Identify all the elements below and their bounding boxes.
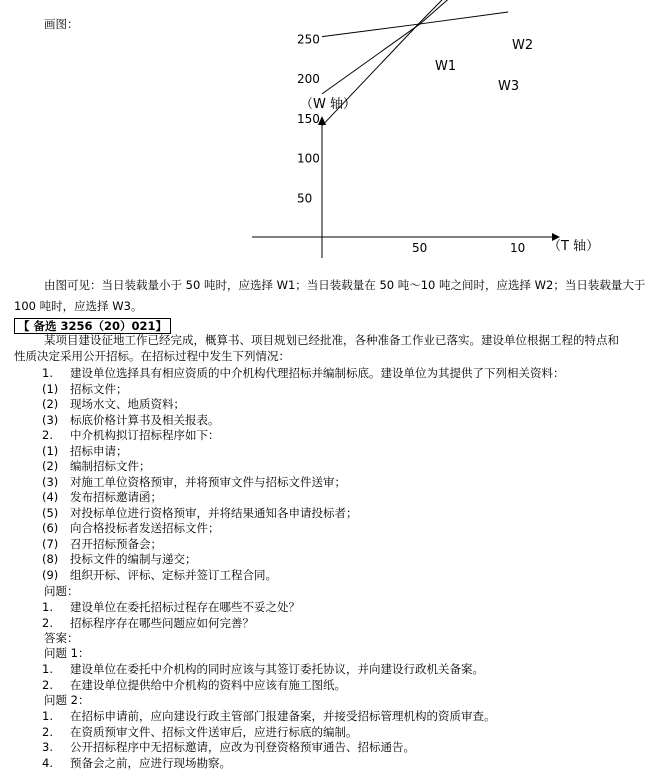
case-item-number: (9) [42, 567, 59, 582]
case-item-text: 组织开标、评标、定标并签订工程合同。 [70, 567, 277, 582]
x-axis-label: （T 轴） [548, 239, 600, 254]
section-tag: 【 备选 3256（20）021】 [14, 318, 171, 334]
series-label-w1: W1 [435, 59, 457, 74]
case-item-number: (2) [42, 397, 59, 411]
y-tick-label: 100 [297, 151, 320, 166]
case-item-text: 标底价格计算书及相关报表。 [70, 412, 220, 427]
x-tick-label: 10 [510, 241, 526, 255]
case-item-number: (8) [42, 552, 59, 566]
answer2-item-text: 在资质预审文件、招标文件送审后，应进行标底的编制。 [70, 724, 358, 739]
case-item-text: 召开招标预备会； [70, 536, 162, 551]
answer2-item-number: 3. [42, 740, 53, 754]
case-item-number: (1) [42, 381, 59, 396]
case-item-number: (6) [42, 521, 59, 535]
answer1-item-number: 2. [42, 677, 53, 692]
case-item-text: 对投标单位进行资格预审，并将结果通知各申请投标者； [70, 505, 358, 520]
y-tick-label: 150 [297, 111, 320, 126]
case-item-text: 招标申请； [70, 443, 128, 458]
question-item-text: 招标程序存在哪些问题应如何完善？ [70, 615, 254, 630]
answer2-item-number: 4. [42, 755, 53, 770]
questions-label: 问题： [44, 584, 79, 598]
y-axis-label: （W 轴） [300, 97, 356, 112]
answer1-item-number: 1. [42, 662, 53, 676]
series-label-w3: W3 [498, 79, 520, 94]
series-label-w2: W2 [512, 38, 534, 53]
answer2-item-text: 预备会之前，应进行现场勘察。 [70, 755, 231, 770]
answer2-item-number: 2. [42, 724, 53, 739]
case-item-number: (2) [42, 459, 59, 473]
case-item-text: 对施工单位资格预审，并将预审文件与招标文件送审； [70, 474, 346, 489]
intro-line-2: 性质决定采用公开招标。在招标过程中发生下列情况： [14, 349, 290, 363]
case-item-text: 建设单位选择具有相应资质的中介机构代理招标并编制标底。建设单位为其提供了下列相关资料： [70, 366, 565, 380]
conclusion-line-1: 由图可见：当日装载量小于 50 吨时，应选择 W1；当日装载量在 50 吨～10 吨之间时，应选择 W2；当日装载量大于 [44, 278, 646, 292]
case-item-text: 向合格投标者发送招标文件； [70, 521, 220, 535]
series-line-w3 [322, 12, 508, 37]
case-item-text: 投标文件的编制与递交； [70, 552, 197, 566]
question-item-number: 2. [42, 615, 53, 630]
case-item-number: (1) [42, 443, 59, 458]
answer-label: 答案： [44, 631, 79, 645]
case-item-number: (3) [42, 474, 59, 489]
answer2-item-text: 公开招标程序中无招标邀请，应改为刊登资格预审通告、招标通告。 [70, 740, 415, 754]
case-item-text: 招标文件； [70, 381, 128, 396]
y-tick-label: 250 [297, 32, 320, 47]
case-item-number: 2. [42, 428, 53, 442]
answer1-item-text: 建设单位在委托中介机构的同时应该与其签订委托协议，并向建设行政机关备案。 [70, 662, 484, 676]
answer2-item-text: 在招标申请前，应向建设行政主管部门报建备案，并接受招标管理机构的资质审查。 [70, 709, 496, 723]
question-item-number: 1. [42, 600, 53, 614]
case-item-number: (4) [42, 490, 59, 504]
case-item-number: 1. [42, 366, 53, 380]
header-label: 画图： [44, 17, 79, 31]
question-item-text: 建设单位在委托招标过程存在哪些不妥之处？ [70, 600, 300, 614]
series-line-w2 [322, 0, 518, 94]
answer1-label: 问题 1： [44, 646, 90, 660]
x-tick-label: 50 [412, 241, 428, 255]
case-item-number: (7) [42, 536, 59, 551]
case-item-text: 编制招标文件； [70, 459, 151, 473]
answer2-item-number: 1. [42, 709, 53, 723]
answer1-item-text: 在建设单位提供给中介机构的资料中应该有施工图纸。 [70, 677, 346, 692]
intro-line-1: 某项目建设征地工作已经完成，概算书、项目规划已经批准，各种准备工作业已落实。建设单位根据工程的特点和 [44, 333, 619, 347]
tw-chart [0, 0, 657, 270]
conclusion-line-2: 100 吨时，应选择 W3。 [14, 299, 143, 313]
case-item-text: 现场水文、地质资料； [70, 397, 185, 411]
case-item-number: (3) [42, 412, 59, 427]
answer2-label: 问题 2： [44, 693, 90, 707]
case-item-text: 发布招标邀请函； [70, 490, 162, 504]
case-item-text: 中介机构拟订招标程序如下： [70, 428, 220, 442]
y-tick-label: 200 [297, 72, 320, 86]
y-tick-label: 50 [297, 191, 313, 206]
case-item-number: (5) [42, 505, 59, 520]
